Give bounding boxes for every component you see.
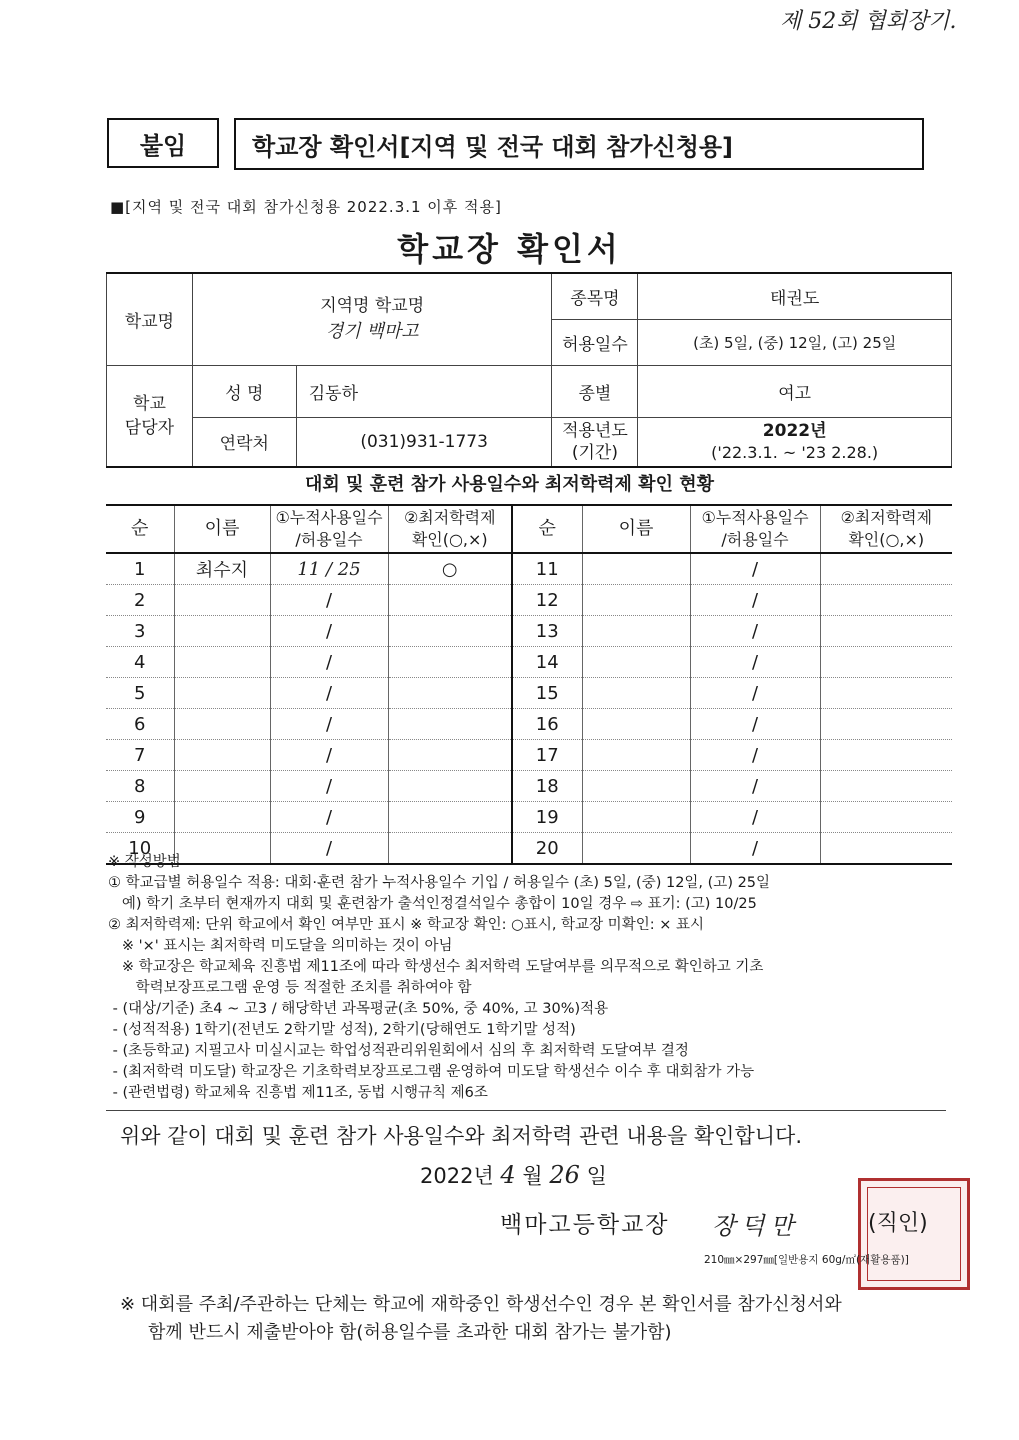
name-label: 성 명 [192,365,296,417]
row-days: / [690,802,820,833]
status-row [106,771,952,802]
year-value: 2022년 [762,420,827,441]
row-seq: 12 [512,585,582,616]
row-academic [388,802,512,833]
row-academic [820,771,952,802]
status-row [106,585,952,616]
row-name [174,678,270,709]
status-row [106,802,952,833]
date-line [420,1160,607,1190]
note-line: - (관련법령) 학교체육 진흥법 제11조, 동법 시행규칙 제6조 [108,1085,488,1101]
contact-label: 연락처 [192,417,296,467]
row-academic [388,771,512,802]
notes-heading: ※ 작성방법 [108,854,181,870]
notes-divider [106,1110,946,1111]
col-academic-left: ②최저학력제 확인(○,×) [388,505,512,553]
row-days: / [690,553,820,585]
note-line: ※ '×' 표시는 최저학력 미도달을 의미하는 것이 아님 [108,938,453,954]
col-days-left: ①누적사용일수 /허용일수 [270,505,388,553]
footer-note-2: 함께 반드시 제출받아야 함(허용일수를 초과한 대회 참가는 불가함) [148,1322,672,1343]
principal-title: 백마고등학교장 [500,1212,670,1238]
status-row [106,740,952,771]
status-row [106,553,952,585]
row-seq: 8 [106,771,174,802]
row-name [582,553,690,585]
date-day-unit: 일 [586,1164,607,1188]
row-seq: 4 [106,647,174,678]
row-academic [388,585,512,616]
row-days: / [270,771,388,802]
row-seq: 3 [106,616,174,647]
row-name [582,709,690,740]
confirm-text: 위와 같이 대회 및 훈련 참가 사용일수와 최저학력 관련 내용을 확인합니다. [120,1124,803,1148]
row-academic [820,585,952,616]
status-title: 대회 및 훈련 참가 사용일수와 최저학력제 확인 현황 [304,474,714,495]
header-title: 학교장 확인서[지역 및 전국 대회 참가신청용] [234,118,924,170]
row-name [582,802,690,833]
seal-label: (직인) [868,1211,928,1236]
row-days: / [270,678,388,709]
name-value: 김동하 [296,365,552,417]
row-name [582,616,690,647]
gender-label: 종별 [552,365,638,417]
col-name-left: 이름 [174,505,270,553]
row-seq: 1 [106,553,174,585]
row-name [174,740,270,771]
row-seq: 2 [106,585,174,616]
row-seq: 7 [106,740,174,771]
info-table [106,272,952,468]
row-seq: 10 [106,833,174,865]
row-days: / [270,740,388,771]
row-days: / [270,709,388,740]
row-name [174,771,270,802]
date-year: 2022년 [420,1164,494,1188]
row-name [174,616,270,647]
row-days: / [690,709,820,740]
row-seq: 20 [512,833,582,865]
row-seq: 19 [512,802,582,833]
doc-title: 학교장 확인서 [397,230,622,268]
year-period: ('22.3.1. ~ '23 2.28.) [711,442,879,462]
note-line: 예) 학기 초부터 현재까지 대회 및 훈련참가 출석인정결석일수 총합이 10일 경우 ⇨ 표기: (고) 10/25 [108,896,757,912]
status-table [106,504,952,865]
col-name-right: 이름 [582,505,690,553]
applicability-note: ■[지역 및 전국 대회 참가신청용 2022.3.1 이후 적용] [110,198,502,216]
year-label: 적용년도 (기간) [552,417,638,467]
row-name [582,585,690,616]
row-days: / [270,585,388,616]
row-academic [388,647,512,678]
row-academic [820,678,952,709]
row-days: 11 / 25 [270,553,388,585]
row-name: 최수지 [174,553,270,585]
col-days-right: ①누적사용일수 /허용일수 [690,505,820,553]
row-days: / [270,616,388,647]
row-academic [388,740,512,771]
row-name [174,585,270,616]
note-line: - (초등학교) 지필고사 미실시교는 학업성적관리위원회에서 심의 후 최저학력 도달여부 결정 [108,1043,689,1059]
note-line: ② 최저학력제: 단위 학교에서 확인 여부만 표시 ※ 학교장 확인: ○표시, 학교장 미확인: × 표시 [108,917,704,933]
row-academic: ○ [388,553,512,585]
contact-value: (031)931-1773 [296,417,552,467]
row-days: / [690,740,820,771]
row-seq: 11 [512,553,582,585]
row-days: / [690,616,820,647]
row-days: / [690,585,820,616]
status-row [106,709,952,740]
row-academic [820,647,952,678]
row-seq: 17 [512,740,582,771]
row-days: / [690,647,820,678]
note-line: ※ 학교장은 학교체육 진흥법 제11조에 따라 학생선수 최저학력 도달여부를 의무적으로 확인하고 기초 [108,959,764,975]
footer-note-1: ※ 대회를 주최/주관하는 단체는 학교에 재학중인 학생선수인 경우 본 확인서를 참가신청서와 [120,1294,842,1315]
attachment-label: 붙임 [107,118,219,168]
row-name [582,678,690,709]
row-academic [820,616,952,647]
row-seq: 13 [512,616,582,647]
row-academic [388,678,512,709]
row-seq: 15 [512,678,582,709]
row-seq: 18 [512,771,582,802]
row-academic [820,553,952,585]
row-days: / [270,647,388,678]
row-days: / [690,833,820,865]
allowed-days-label: 허용일수 [552,319,638,365]
note-line: 학력보장프로그램 운영 등 적절한 조치를 취하여야 함 [108,980,472,996]
date-month: 4 [500,1161,516,1189]
col-seq-left: 순 [106,505,174,553]
row-academic [820,709,952,740]
school-cell [192,273,552,365]
col-academic-right: ②최저학력제 확인(○,×) [820,505,952,553]
principal-signature: 장덕만 [712,1212,800,1240]
event-label: 종목명 [552,273,638,319]
status-row [106,616,952,647]
row-days: / [690,771,820,802]
row-days: / [690,678,820,709]
note-line: - (최저학력 미도달) 학교장은 기초학력보장프로그램 운영하여 미도달 학생선수 이수 후 대회참가 가능 [108,1064,755,1080]
note-line: ① 학교급별 허용일수 적용: 대회·훈련 참가 누적사용일수 기입 / 허용일수 (초) 5일, (중) 12일, (고) 25일 [108,875,771,891]
row-name [174,802,270,833]
row-name [174,647,270,678]
school-sub-label: 지역명 학교명 [320,296,425,317]
row-name [174,709,270,740]
row-academic [820,740,952,771]
row-name [582,647,690,678]
handwritten-top-note: 제 52회 협회장기. [780,9,957,34]
gender-value: 여고 [638,365,952,417]
note-line: - (성적적용) 1학기(전년도 2학기말 성적), 2학기(당해연도 1학기말 성적) [108,1022,576,1038]
school-label: 학교명 [107,273,193,365]
event-value: 태권도 [638,273,952,319]
allowed-days-value: (초) 5일, (중) 12일, (고) 25일 [638,319,952,365]
note-line: - (대상/기준) 초4 ~ 고3 / 해당학년 과목평균(초 50%, 중 40%, 고 30%)적용 [108,1001,609,1017]
row-seq: 5 [106,678,174,709]
row-days: / [270,833,388,865]
row-name [582,771,690,802]
row-seq: 16 [512,709,582,740]
date-day: 26 [549,1161,580,1189]
row-days: / [270,802,388,833]
row-seq: 6 [106,709,174,740]
writing-instructions [108,852,948,1104]
year-cell [638,417,952,467]
date-month-unit: 월 [522,1164,543,1188]
row-academic [820,802,952,833]
school-value: 경기 백마고 [325,321,419,343]
row-academic [388,709,512,740]
col-seq-right: 순 [512,505,582,553]
row-seq: 9 [106,802,174,833]
status-row [106,647,952,678]
manager-label: 학교 담당자 [107,365,193,467]
status-row [106,678,952,709]
row-academic [388,616,512,647]
row-seq: 14 [512,647,582,678]
paper-spec: 210㎜×297㎜[일반용지 60g/㎡(재활용품)] [704,1254,909,1266]
row-name [582,740,690,771]
